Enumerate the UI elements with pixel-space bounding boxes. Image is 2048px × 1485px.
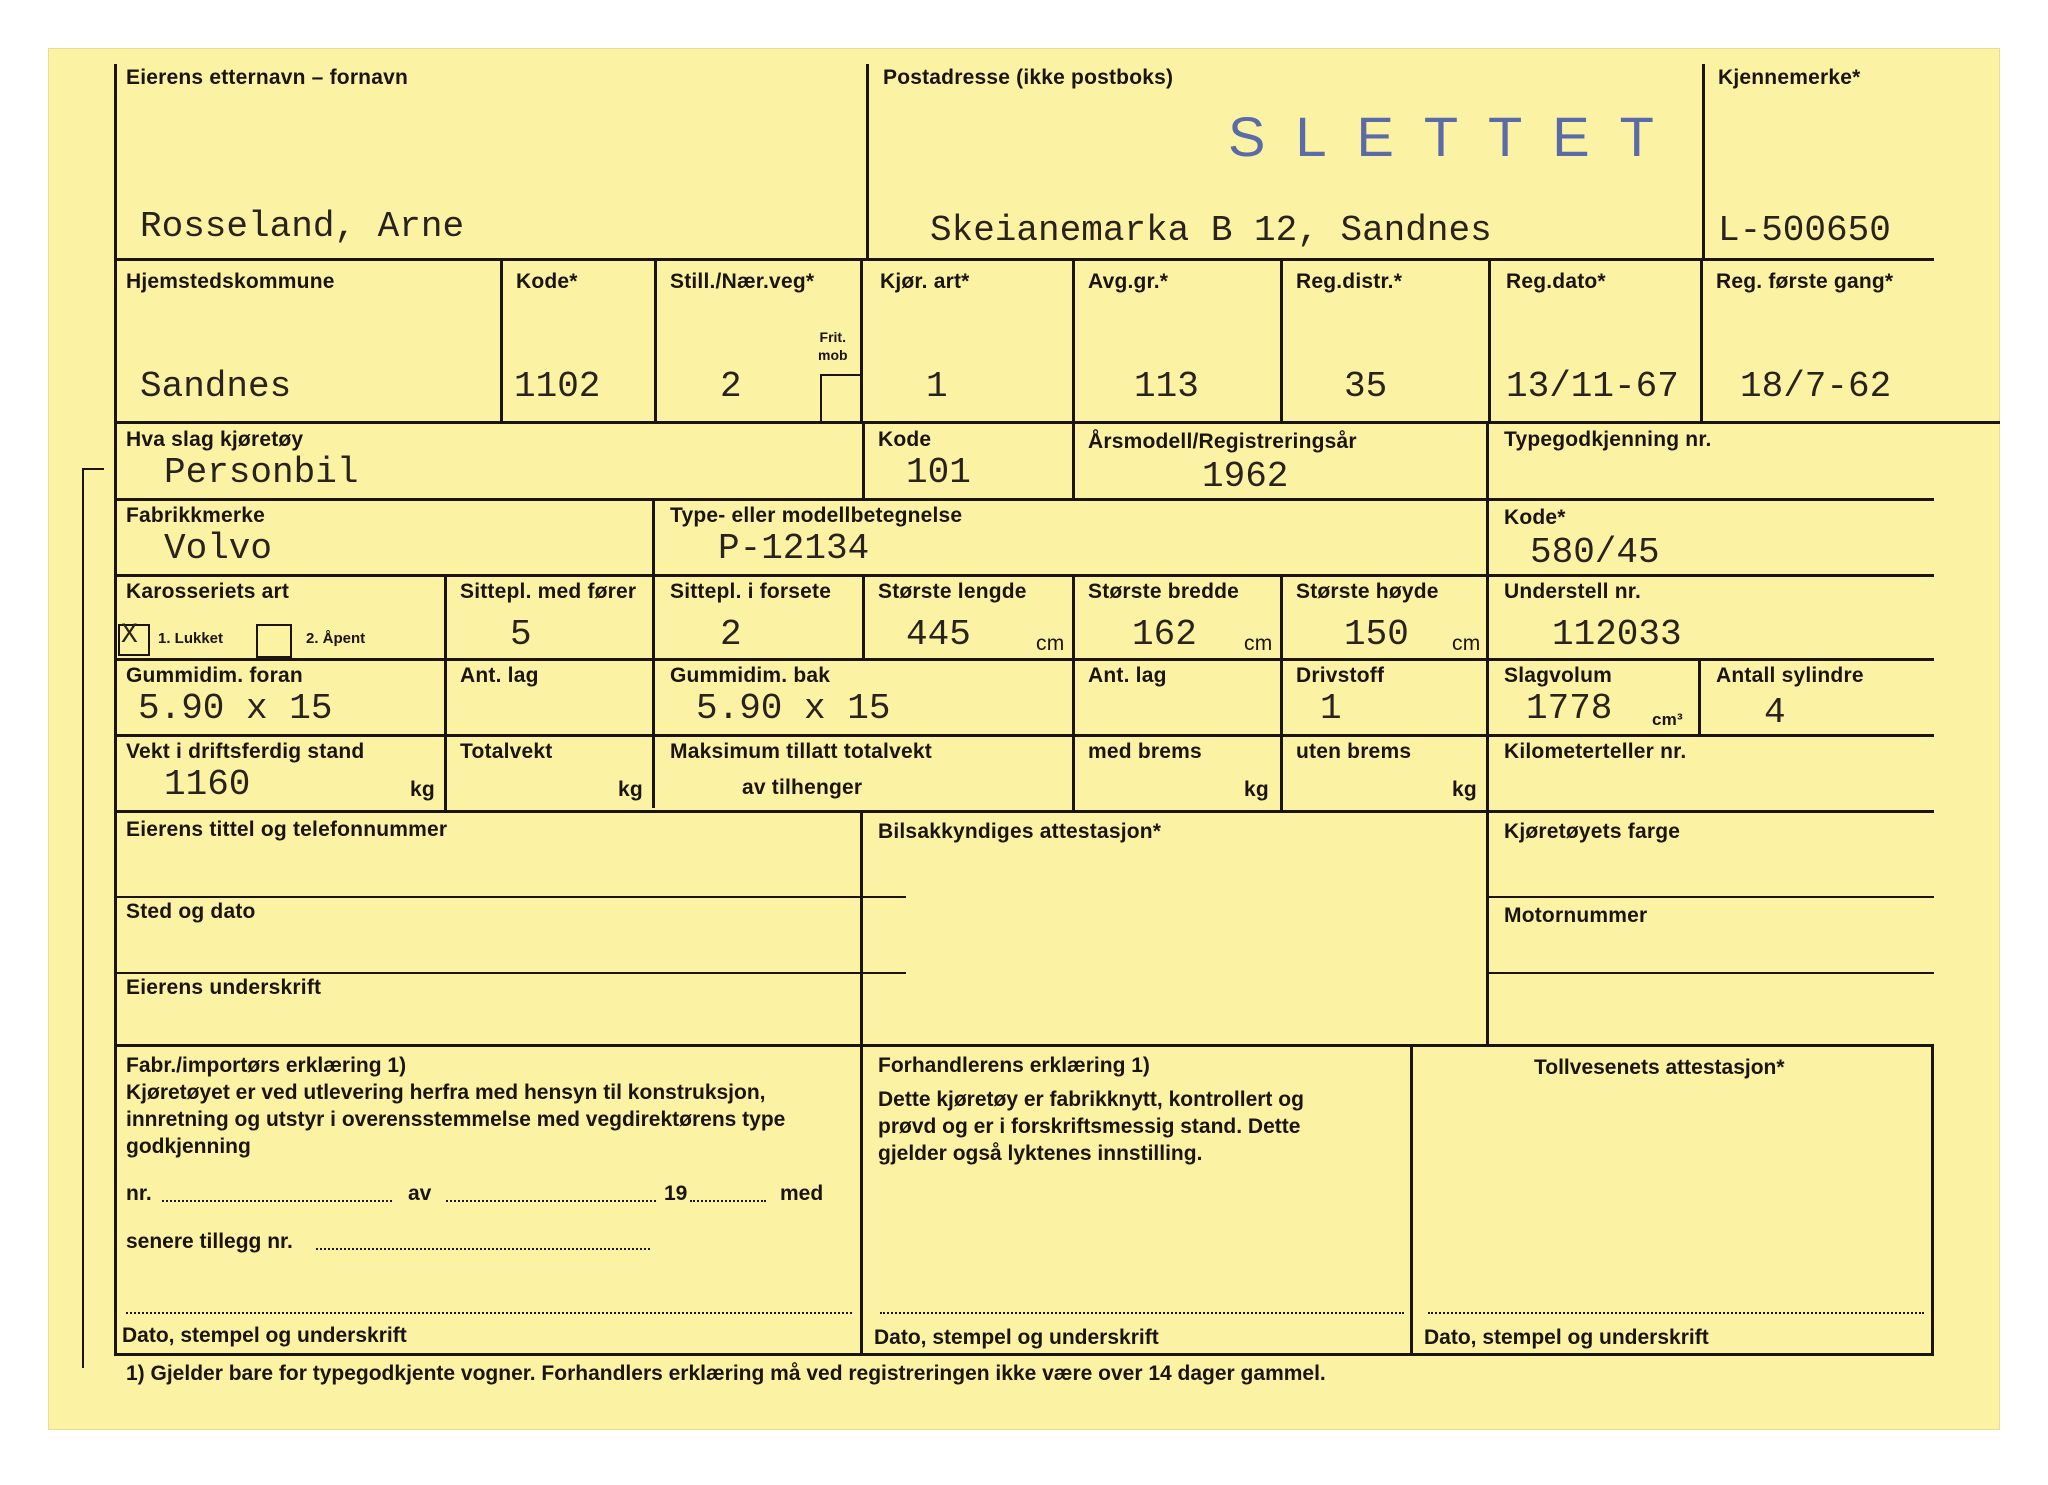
length-unit: cm [1036, 632, 1065, 655]
divider-r1a [866, 64, 869, 258]
approval-av-label: av [408, 1182, 432, 1205]
importer-sign-label: Dato, stempel og underskrift [122, 1324, 407, 1347]
plate-label: Kjennemerke* [1718, 66, 1861, 89]
dealer-sign-line[interactable] [880, 1312, 1404, 1314]
length: 445 [906, 614, 971, 655]
divider-r2c [860, 258, 863, 421]
importer-text-2: innretning og utstyr i overensstemmelse med vegdirektørens type [126, 1108, 786, 1131]
place-date-label: Sted og dato [126, 900, 256, 923]
approval-year-line[interactable] [690, 1200, 766, 1202]
code-label: Kode* [516, 270, 578, 293]
rule-r8b [114, 972, 906, 974]
rule-bottom [114, 1353, 1934, 1356]
dealer-title: Forhandlerens erklæring 1) [878, 1054, 1150, 1077]
vehicle-code: 101 [906, 452, 971, 493]
first-reg: 18/7-62 [1740, 366, 1892, 407]
body-open-label: 2. Åpent [306, 630, 366, 647]
displacement-label: Slagvolum [1504, 664, 1612, 687]
rule-r8a [114, 896, 906, 898]
displacement: 1778 [1526, 688, 1613, 729]
municipality: Sandnes [140, 366, 292, 407]
tyres-rear-label: Gummidim. bak [670, 664, 831, 687]
importer-text-1: Kjøretøyet er ved utlevering herfra med hensyn til konstruksjon, [126, 1081, 766, 1104]
fee-group: 113 [1134, 366, 1199, 407]
owner-name: Rosseland, Arne [140, 206, 465, 247]
position-value: 2 [720, 366, 742, 407]
frit-box-left [820, 374, 822, 421]
vehicle-code-label: Kode [878, 428, 932, 451]
rule-row4 [114, 574, 1934, 577]
make-label: Fabrikkmerke [126, 504, 265, 527]
drive-type-label: Kjør. art* [880, 270, 970, 293]
colour-label: Kjøretøyets farge [1504, 820, 1681, 843]
approval-av-line[interactable] [446, 1200, 656, 1202]
width: 162 [1132, 614, 1197, 655]
rule-r8d [1486, 972, 1934, 974]
divider-r2g [1700, 258, 1703, 421]
divider-r8a [860, 810, 863, 1044]
with-brakes-label: med brems [1088, 740, 1202, 763]
divider-r3b [1072, 421, 1075, 498]
model-year: 1962 [1202, 456, 1289, 497]
bracket-top [82, 468, 104, 470]
total-weight-label: Totalvekt [460, 740, 553, 763]
position-label: Still./Nær.veg* [670, 270, 815, 293]
first-reg-label: Reg. første gang* [1716, 270, 1894, 293]
height-unit: cm [1452, 632, 1481, 655]
reg-district-label: Reg.distr.* [1296, 270, 1403, 293]
importer-text-3: godkjenning [126, 1135, 251, 1158]
slettet-stamp: SLETTET [1228, 105, 1684, 168]
fee-group-label: Avg.gr.* [1088, 270, 1169, 293]
displacement-unit: cm³ [1652, 710, 1683, 729]
type-code-label: Kode* [1504, 506, 1566, 529]
without-brakes-label: uten brems [1296, 740, 1412, 763]
divider-r1b [1702, 64, 1705, 258]
cylinders: 4 [1764, 692, 1786, 733]
body-closed-mark: X [121, 620, 138, 651]
frit-box-top [820, 374, 860, 376]
inspector-label: Bilsakkyndiges attestasjon* [878, 820, 1162, 843]
width-label: Største bredde [1088, 580, 1239, 603]
rule-r8c [1486, 896, 1934, 898]
body-open-checkbox[interactable] [256, 624, 292, 658]
divider-r2e [1280, 258, 1283, 421]
seats-driver: 5 [510, 614, 532, 655]
vehicle-kind-label: Hva slag kjøretøy [126, 428, 304, 451]
municipality-code: 1102 [514, 366, 601, 407]
reg-date: 13/11-67 [1506, 366, 1679, 407]
right-border-decl [1931, 1044, 1934, 1356]
divider-r5d [1280, 574, 1283, 810]
total-weight-unit: kg [618, 778, 643, 801]
divider-r6b [1698, 658, 1701, 734]
municipality-label: Hjemstedskommune [126, 270, 335, 293]
layers2-label: Ant. lag [1088, 664, 1167, 687]
height: 150 [1344, 614, 1409, 655]
divider-r3a [862, 421, 865, 498]
height-label: Største høyde [1296, 580, 1439, 603]
approval-med-label: med [780, 1182, 824, 1205]
max-total-label: Maksimum tillatt totalvekt [670, 740, 932, 763]
plate-number: L-500650 [1718, 210, 1891, 251]
tyres-rear: 5.90 x 15 [696, 688, 891, 729]
title-phone-label: Eierens tittel og telefonnummer [126, 818, 448, 841]
dealer-text-2: prøvd og er i forskriftsmessig stand. Dette [878, 1115, 1301, 1138]
rule-row8 [114, 1044, 1934, 1047]
approval-nr-label: nr. [126, 1182, 152, 1205]
approval-year-label: 19 [664, 1182, 688, 1205]
divider-r2a [500, 258, 503, 421]
owner-address: Skeianemarka B 12, Sandnes [930, 210, 1492, 251]
seats-front-label: Sittepl. i forsete [670, 580, 832, 603]
vehicle-kind: Personbil [164, 452, 359, 493]
make: Volvo [164, 528, 273, 569]
reg-district: 35 [1344, 366, 1388, 407]
dealer-text-1: Dette kjøretøy er fabrikknytt, kontrollert og [878, 1088, 1304, 1111]
reg-date-label: Reg.dato* [1506, 270, 1606, 293]
divider-r2f [1488, 258, 1491, 421]
approval-nr-line[interactable] [162, 1200, 392, 1202]
divider-mid-col [652, 498, 655, 808]
rule-row2 [114, 421, 2000, 424]
chassis-label: Understell nr. [1504, 580, 1642, 603]
customs-sign-label: Dato, stempel og underskrift [1424, 1326, 1709, 1349]
later-addition-line[interactable] [316, 1248, 650, 1250]
divider-decl-b [1410, 1044, 1413, 1356]
trailer-label: av tilhenger [742, 776, 863, 799]
frit-mob-label: Frit. mob [818, 329, 848, 363]
later-addition-label: senere tillegg nr. [126, 1230, 293, 1253]
customs-sign-line[interactable] [1428, 1312, 1924, 1314]
model-year-label: Årsmodell/Registreringsår [1088, 430, 1357, 453]
rule-row7 [114, 810, 1934, 813]
divider-r2d [1072, 258, 1075, 421]
layers-label: Ant. lag [460, 664, 539, 687]
rule-row3 [114, 498, 1934, 501]
type-code: 580/45 [1530, 532, 1660, 573]
fuel-label: Drivstoff [1296, 664, 1385, 687]
registration-card [48, 48, 2000, 1430]
tyres-front: 5.90 x 15 [138, 688, 333, 729]
length-label: Største lengde [878, 580, 1027, 603]
owner-name-label: Eierens etternavn – fornavn [126, 66, 408, 89]
fuel: 1 [1320, 688, 1342, 729]
tyres-front-label: Gummidim. foran [126, 664, 303, 687]
footnote: 1) Gjelder bare for typegodkjente vogner. Forhandlers erklæring må ved registreringen ikke være over 14 dager gammel. [126, 1362, 1326, 1385]
type-approval-label: Typegodkjenning nr. [1504, 428, 1712, 451]
dealer-text-3: gjelder også lyktenes innstilling. [878, 1142, 1203, 1165]
rule-row1 [114, 258, 1934, 261]
rule-row6 [114, 734, 1934, 737]
bracket-left [82, 468, 84, 1368]
weight-label: Vekt i driftsferdig stand [126, 740, 365, 763]
importer-sign-line[interactable] [126, 1312, 852, 1314]
model: P-12134 [718, 528, 870, 569]
without-brakes-unit: kg [1452, 778, 1477, 801]
body-label: Karosseriets art [126, 580, 290, 603]
divider-r2b [654, 258, 657, 421]
drive-type: 1 [926, 366, 948, 407]
engine-label: Motornummer [1504, 904, 1648, 927]
odometer-label: Kilometerteller nr. [1504, 740, 1687, 763]
divider-r5a [444, 574, 447, 810]
importer-title: Fabr./importørs erklæring 1) [126, 1054, 407, 1077]
with-brakes-unit: kg [1244, 778, 1269, 801]
model-label: Type- eller modellbetegnelse [670, 504, 963, 527]
owner-signature-label: Eierens underskrift [126, 976, 322, 999]
chassis: 112033 [1552, 614, 1682, 655]
weight: 1160 [164, 764, 251, 805]
cylinders-label: Antall sylindre [1716, 664, 1864, 687]
weight-unit: kg [410, 778, 435, 801]
address-label: Postadresse (ikke postboks) [883, 66, 1174, 89]
dealer-sign-label: Dato, stempel og underskrift [874, 1326, 1159, 1349]
rule-row5 [114, 658, 1934, 661]
divider-right-col [1486, 421, 1489, 1044]
divider-r5b [862, 574, 865, 658]
width-unit: cm [1244, 632, 1273, 655]
seats-driver-label: Sittepl. med fører [460, 580, 637, 603]
customs-title: Tollvesenets attestasjon* [1534, 1056, 1785, 1079]
body-closed-label: 1. Lukket [158, 630, 224, 647]
seats-front: 2 [720, 614, 742, 655]
divider-r6a [1072, 658, 1075, 734]
divider-decl-a [860, 1044, 863, 1356]
